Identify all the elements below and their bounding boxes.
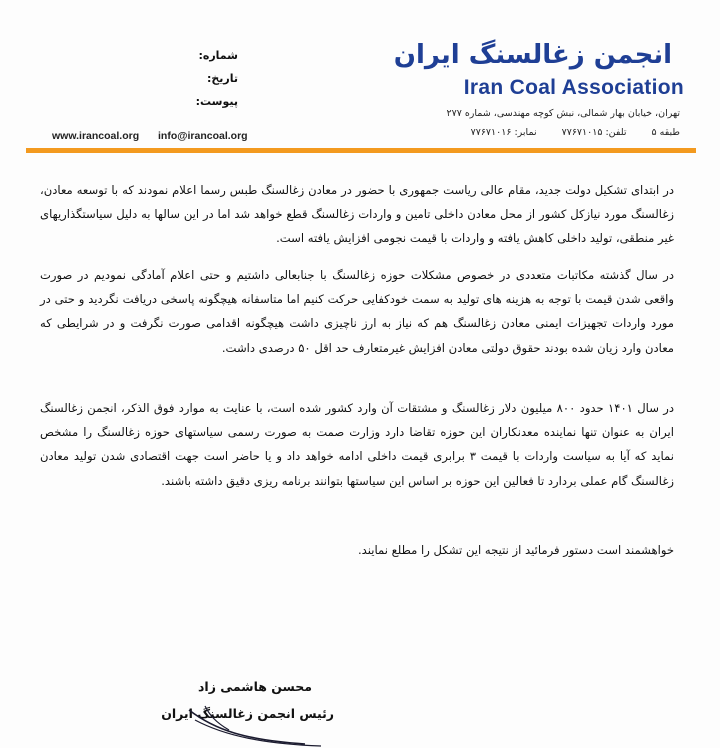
letter-paragraph-1: در ابتدای تشکیل دولت جدید، مقام عالی ریاست جمهوری با حضور در معادن زغالسنگ طبس رسما اعلام نمودند که با توسعه معادن، زغالسنگ مورد نیازکل کشور از محل معادن داخلی تامین و واردات زغالسنگ قطع خواهد شد اما در این سالها به دلیل سیاستگذاریهای غیر منطقی، تولید داخلی کاهش یافته و واردات با قیمت نجومی افزایش یافته است. [40,183,674,246]
email-link[interactable]: info@irancoal.org [158,130,248,142]
org-address: تهران، خیابان بهار شمالی، نبش کوچه مهندسی، شماره ۲۷۷ [446,108,680,119]
website-link[interactable]: www.irancoal.org [52,130,140,142]
letter-paragraph-4: خواهشمند است دستور فرمائید از نتیجه این تشکل را مطلع نمایند. [357,543,674,557]
contact-row [449,127,680,138]
signatory-title: رئیس انجمن زغالسنگ ایران [161,706,334,721]
header-divider [26,148,696,153]
letter-paragraph-3: در سال ۱۴۰۱ حدود ۸۰۰ میلیون دلار زغالسنگ و مشتقات آن وارد کشور شده است، با عنایت به موارد فوق الذکر، انجمن زغالسنگ ایران به عنوان تنها نماینده معدنکاران این حوزه تقاضا دارد وزارت صمت به صورت رسمی سیاستهای حوزه زغالسنگ را مشخص نماید که آیا به سیاست واردات با قیمت ۳ برابری قیمت داخلی ادامه خواهد داد و یا حاضر است جهت اقتصادی شدن تولید معادن زغالسنگ گام عملی بردارد تا فعالین این حوزه بر اساس این سیاستها بتوانند برنامه ریزی دقیق داشته باشند. [40,401,674,488]
fax-text: نمابر: ۷۷۶۷۱۰۱۶ [470,127,537,138]
org-name-fa: انجمن زغالسنگ ایران [393,40,672,70]
floor-text: طبقه ۵ [651,127,680,138]
meta-date-label: تاریخ: [206,72,238,85]
meta-attachment-label: پیوست: [195,95,238,108]
letter-paragraph-2: در سال گذشته مکاتبات متعددی در خصوص مشکلات حوزه زغالسنگ با جنابعالی داشتیم و حتی اعلام آمادگی نمودیم در صورت واقعی شدن قیمت با توجه به هزینه های تولید به سمت خودکفایی حرکت کنیم اما متاسفانه هیچگونه پاسخی دریافت نگردید و حتی در مورد واردات تجهیزات ایمنی معادن زغالسنگ هم که نیاز به ارز ناچیزی داشت هیچگونه اقدامی صورت نگرفت و در شرایطی که معادن وارد زیان شده بودند حقوق دولتی معادن افزایش غیرمتعارف حد اقل ۵۰ درصدی داشت. [40,268,674,355]
signatory-name: محسن هاشمی زاد [198,679,312,694]
org-name-en: Iran Coal Association [463,76,684,99]
meta-number-label: شماره: [198,49,238,62]
handwritten-signature [185,700,325,748]
letter-meta [178,44,238,113]
phone-text: تلفن: ۷۷۶۷۱۰۱۵ [561,127,627,138]
